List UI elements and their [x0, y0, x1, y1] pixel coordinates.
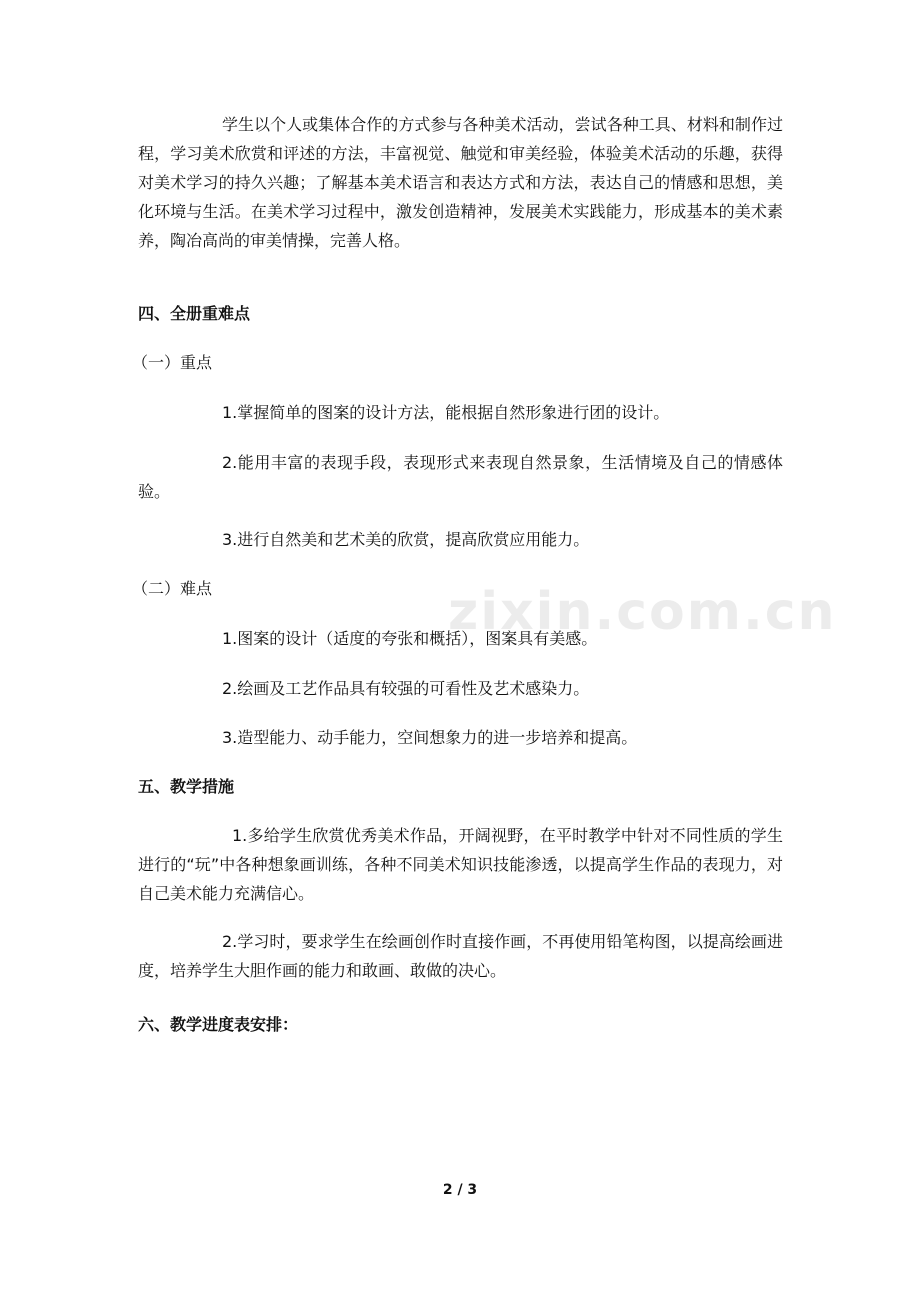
section-heading-6: 六、教学进度表安排：: [138, 1015, 299, 1034]
key-point-item: 3.进行自然美和艺术美的欣赏，提高欣赏应用能力。: [222, 530, 590, 549]
key-point-item: 1.掌握简单的图案的设计方法，能根据自然形象进行团的设计。: [222, 403, 670, 422]
teaching-measure-item: 2.学习时，要求学生在绘画创作时直接作画，不再使用铅笔构图，以提高绘画进度，培养学生大胆作画的能力和敢画、敢做的决心。: [138, 932, 783, 980]
teaching-measure-item: 1.多给学生欣赏优秀美术作品，开阔视野，在平时教学中针对不同性质的学生进行的“玩”中各种想象画训练，各种不同美术知识技能渗透，以提高学生作品的表现力，对自己美术能力充满信心。: [138, 826, 783, 903]
difficult-point-item: 1.图案的设计（适度的夸张和概括），图案具有美感。: [222, 629, 598, 648]
difficult-point-item: 3.造型能力、动手能力，空间想象力的进一步培养和提高。: [222, 728, 638, 747]
section-heading-5: 五、教学措施: [138, 777, 235, 796]
intro-paragraph: 学生以个人或集体合作的方式参与各种美术活动，尝试各种工具、材料和制作过程，学习美术欣赏和评述的方法，丰富视觉、触觉和审美经验，体验美术活动的乐趣，获得对美术学习的持久兴趣；了解基本美术语言和表达方式和方法，表达自己的情感和思想，美化环境与生活。在美术学习过程中，激发创造精神，发展美术实践能力，形成基本的美术素养，陶冶高尚的审美情操，完善人格。: [138, 115, 783, 250]
watermark-text: zixin.com.cn: [448, 582, 837, 642]
subsection-label-key-points: （一）重点: [132, 353, 213, 372]
page-number: 2 / 3: [442, 1182, 478, 1198]
difficult-point-item: 2.绘画及工艺作品具有较强的可看性及艺术感染力。: [222, 679, 590, 698]
section-heading-4: 四、全册重难点: [138, 304, 251, 323]
key-point-item: 2.能用丰富的表现手段，表现形式来表现自然景象，生活情境及自己的情感体验。: [138, 453, 783, 501]
subsection-label-difficult-points: （二）难点: [132, 579, 213, 598]
